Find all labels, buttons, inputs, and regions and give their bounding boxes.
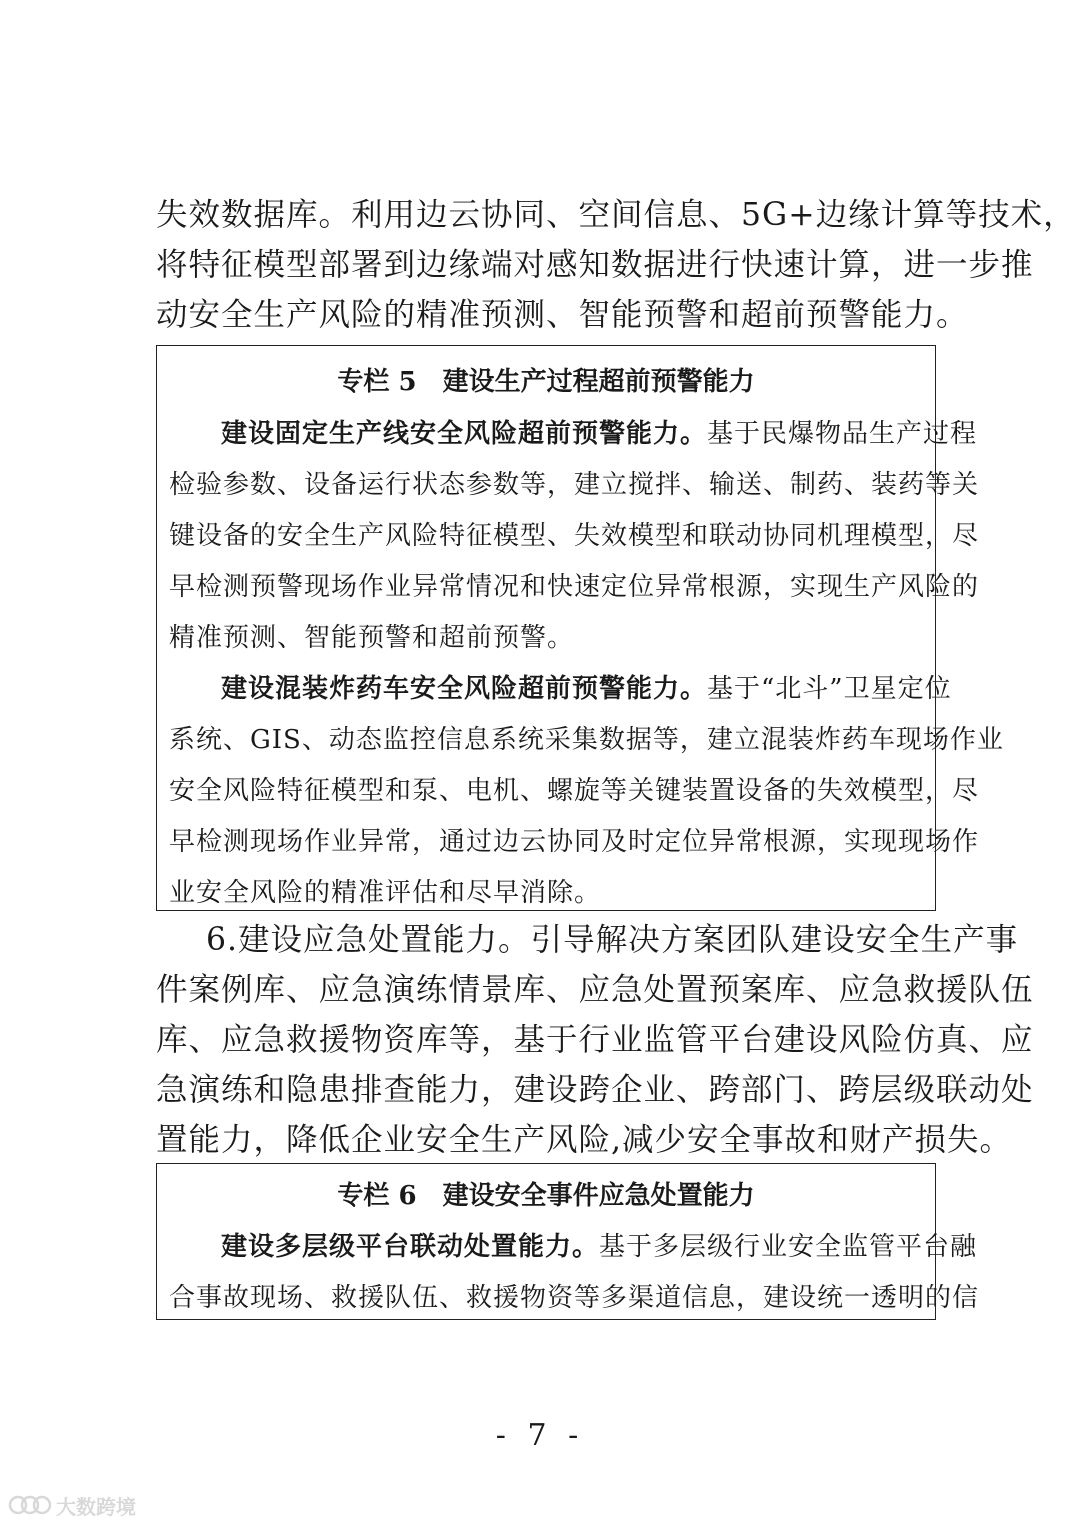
paragraph-lead: 建设混装炸药车安全风险超前预警能力。 bbox=[221, 674, 708, 704]
intro-line: 动安全生产风险的精准预测、智能预警和超前预警能力。 bbox=[156, 297, 969, 333]
paragraph-first-line bbox=[169, 409, 978, 460]
paragraph-line: 精准预测、智能预警和超前预警。 bbox=[169, 623, 575, 653]
page-number: - 7 - bbox=[495, 1418, 585, 1453]
section-6-line: 件案例库、应急演练情景库、应急处置预案库、应急救援队伍 bbox=[156, 972, 1034, 1008]
column-box-title: 专栏 5 建设生产过程超前预警能力 bbox=[337, 367, 755, 397]
paragraph-line: 早检测预警现场作业异常情况和快速定位异常根源，实现生产风险的 bbox=[169, 572, 980, 602]
paragraph-first-line bbox=[169, 664, 952, 715]
paragraph-line: 键设备的安全生产风险特征模型、失效模型和联动协同机理模型，尽 bbox=[169, 521, 980, 551]
intro-line: 失效数据库。利用边云协同、空间信息、5G+边缘计算等技术， bbox=[156, 197, 1076, 233]
intro-paragraph bbox=[156, 190, 1076, 340]
section-6-line: 库、应急救援物资库等，基于行业监管平台建设风险仿真、应 bbox=[156, 1022, 1034, 1058]
section-6-first-line bbox=[156, 915, 1019, 965]
column-box-paragraph bbox=[157, 409, 980, 664]
paragraph-line: 早检测现场作业异常，通过边云协同及时定位异常根源，实现现场作 bbox=[169, 827, 980, 857]
column-box-5 bbox=[156, 345, 1004, 911]
watermark-logo-icon bbox=[8, 1492, 52, 1518]
intro-line: 将特征模型部署到边缘端对感知数据进行快速计算，进一步推 bbox=[156, 247, 1034, 283]
section-6-line: 置能力，降低企业安全生产风险,减少安全事故和财产损失。 bbox=[156, 1122, 1013, 1158]
column-box-paragraph bbox=[157, 1222, 980, 1324]
paragraph-line: 检验参数、设备运行状态参数等，建立搅拌、输送、制药、装药等关 bbox=[169, 470, 980, 500]
section-6-lead: 6.建设应急处置能力。 bbox=[206, 922, 531, 958]
paragraph-text: 基于民爆物品生产过程 bbox=[707, 419, 978, 449]
watermark-text: 大数跨境 bbox=[56, 1494, 136, 1519]
paragraph-text: 基于多层级行业安全监管平台融 bbox=[599, 1232, 978, 1262]
column-box-6 bbox=[156, 1163, 980, 1320]
paragraph-text: 基于“北斗”卫星定位 bbox=[707, 674, 952, 704]
paragraph-line: 业安全风险的精准评估和尽早消除。 bbox=[169, 878, 602, 908]
paragraph-lead: 建设固定生产线安全风险超前预警能力。 bbox=[221, 419, 708, 449]
paragraph-line: 系统、GIS、动态监控信息系统采集数据等，建立混装炸药车现场作业 bbox=[169, 725, 1004, 755]
column-box-paragraph bbox=[157, 664, 1004, 919]
paragraph-line: 安全风险特征模型和泵、电机、螺旋等关键装置设备的失效模型，尽 bbox=[169, 776, 980, 806]
section-6-line: 急演练和隐患排查能力，建设跨企业、跨部门、跨层级联动处 bbox=[156, 1072, 1034, 1108]
column-box-title: 专栏 6 建设安全事件应急处置能力 bbox=[337, 1181, 755, 1211]
section-6-text: 引导解决方案团队建设安全生产事 bbox=[530, 922, 1019, 958]
paragraph-first-line bbox=[169, 1222, 978, 1273]
watermark bbox=[8, 1490, 136, 1520]
paragraph-lead: 建设多层级平台联动处置能力。 bbox=[221, 1232, 600, 1262]
section-6-paragraph bbox=[156, 915, 1034, 1165]
paragraph-line: 合事故现场、救援队伍、救援物资等多渠道信息，建设统一透明的信 bbox=[169, 1283, 980, 1313]
